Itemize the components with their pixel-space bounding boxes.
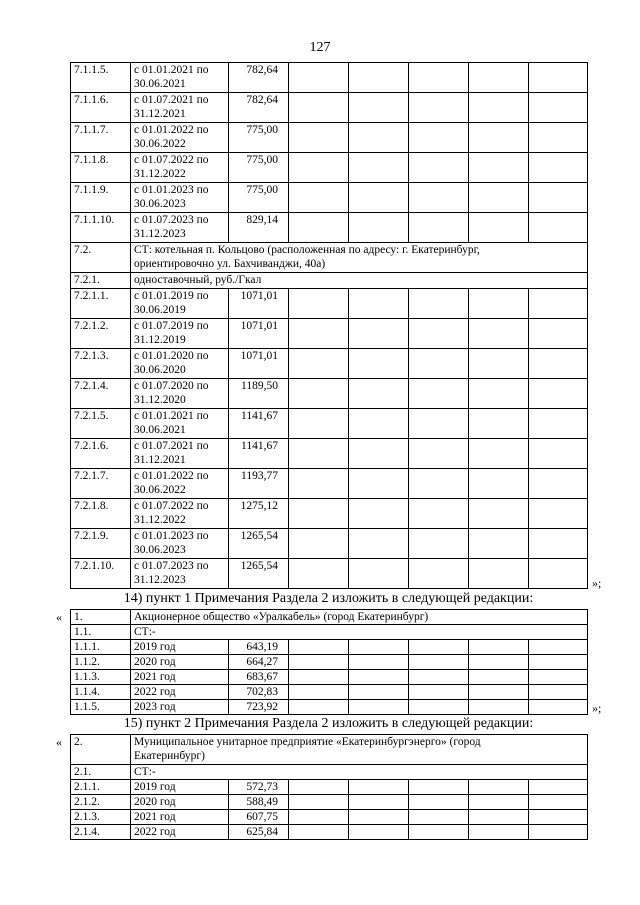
row-section-title: Акционерное общество «Уралкабель» (город Екатеринбург) xyxy=(131,610,588,625)
table-row xyxy=(71,685,588,700)
row-period: 2021 год xyxy=(131,810,229,825)
row-value: 572,73 xyxy=(229,780,289,795)
table-row xyxy=(71,625,588,640)
row-code: 2.1.3. xyxy=(71,810,131,825)
row-code: 7.1.1.7. xyxy=(71,123,131,153)
row-code: 7.2.1. xyxy=(71,273,131,289)
row-period: 2020 год xyxy=(131,795,229,810)
row-section-title: СТ:- xyxy=(131,625,588,640)
row-period: с 01.01.2021 по 30.06.2021 xyxy=(131,409,229,439)
uralkabel-tariff-table xyxy=(70,609,588,715)
row-value: 1193,77 xyxy=(229,469,289,499)
row-code: 7.2.1.8. xyxy=(71,499,131,529)
opening-quote-mark: « xyxy=(56,735,62,749)
row-period: с 01.07.2021 по 31.12.2021 xyxy=(131,439,229,469)
row-value: 664,27 xyxy=(229,655,289,670)
row-period: с 01.01.2020 по 30.06.2020 xyxy=(131,349,229,379)
row-code: 7.1.1.10. xyxy=(71,213,131,243)
row-code: 7.2. xyxy=(71,243,131,273)
row-period: с 01.01.2023 по 30.06.2023 xyxy=(131,183,229,213)
table-row xyxy=(71,289,588,319)
table-row xyxy=(71,273,588,289)
table-row xyxy=(71,670,588,685)
row-code: 7.2.1.3. xyxy=(71,349,131,379)
table-row xyxy=(71,655,588,670)
row-code: 7.2.1.6. xyxy=(71,439,131,469)
row-code: 1.1. xyxy=(71,625,131,640)
row-value: 1265,54 xyxy=(229,559,289,589)
row-value: 1141,67 xyxy=(229,439,289,469)
row-value: 775,00 xyxy=(229,153,289,183)
row-value: 829,14 xyxy=(229,213,289,243)
row-period: с 01.07.2022 по 31.12.2022 xyxy=(131,153,229,183)
table-row xyxy=(71,640,588,655)
opening-quote-mark: « xyxy=(56,610,62,624)
table-row xyxy=(71,469,588,499)
row-period: с 01.07.2023 по 31.12.2023 xyxy=(131,559,229,589)
row-period: 2022 год xyxy=(131,825,229,840)
row-code: 7.1.1.5. xyxy=(71,63,131,93)
row-period: 2019 год xyxy=(131,640,229,655)
table-row xyxy=(71,93,588,123)
row-code: 1.1.1. xyxy=(71,640,131,655)
row-section-title: одноставочный, руб./Гкал xyxy=(131,273,588,289)
row-code: 7.2.1.4. xyxy=(71,379,131,409)
row-code: 2. xyxy=(71,735,131,765)
closing-quote-mark: »; xyxy=(592,576,602,590)
table-row xyxy=(71,559,588,589)
row-code: 7.2.1.5. xyxy=(71,409,131,439)
table-row xyxy=(71,499,588,529)
ekaterinburgenergo-tariff-table xyxy=(70,734,588,840)
row-value: 782,64 xyxy=(229,93,289,123)
table-row xyxy=(71,765,588,780)
row-code: 7.1.1.9. xyxy=(71,183,131,213)
row-value: 702,83 xyxy=(229,685,289,700)
row-period: 2023 год xyxy=(131,700,229,715)
row-value: 723,92 xyxy=(229,700,289,715)
table-row xyxy=(71,529,588,559)
row-value: 607,75 xyxy=(229,810,289,825)
row-period: с 01.01.2022 по 30.06.2022 xyxy=(131,469,229,499)
table-row xyxy=(71,319,588,349)
row-code: 7.2.1.7. xyxy=(71,469,131,499)
row-code: 2.1.2. xyxy=(71,795,131,810)
row-value: 1265,54 xyxy=(229,529,289,559)
row-code: 7.2.1.1. xyxy=(71,289,131,319)
row-period: с 01.01.2023 по 30.06.2023 xyxy=(131,529,229,559)
table-row xyxy=(71,409,588,439)
row-value: 1071,01 xyxy=(229,289,289,319)
row-period: 2019 год xyxy=(131,780,229,795)
row-period: с 01.07.2021 по 31.12.2021 xyxy=(131,93,229,123)
row-code: 7.2.1.9. xyxy=(71,529,131,559)
row-period: с 01.07.2019 по 31.12.2019 xyxy=(131,319,229,349)
row-code: 1.1.5. xyxy=(71,700,131,715)
row-section-title: СТ: котельная п. Кольцово (расположенная по адресу: г. Екатеринбург, ориентировочно ул. Бахчиванджи, 40а) xyxy=(131,243,588,273)
table-row xyxy=(71,735,588,765)
table-row xyxy=(71,123,588,153)
row-period: с 01.07.2022 по 31.12.2022 xyxy=(131,499,229,529)
table-row xyxy=(71,63,588,93)
closing-quote-mark: »; xyxy=(592,701,602,715)
row-code: 1.1.4. xyxy=(71,685,131,700)
row-section-title: СТ:- xyxy=(131,765,588,780)
row-code: 7.2.1.10. xyxy=(71,559,131,589)
row-value: 588,49 xyxy=(229,795,289,810)
table-row xyxy=(71,700,588,715)
table-row xyxy=(71,213,588,243)
row-period: 2020 год xyxy=(131,655,229,670)
table-row xyxy=(71,379,588,409)
table-row xyxy=(71,825,588,840)
row-value: 1275,12 xyxy=(229,499,289,529)
row-period: с 01.01.2021 по 30.06.2021 xyxy=(131,63,229,93)
row-period: с 01.07.2020 по 31.12.2020 xyxy=(131,379,229,409)
row-code: 1.1.3. xyxy=(71,670,131,685)
row-code: 1. xyxy=(71,610,131,625)
table-row xyxy=(71,780,588,795)
row-value: 1071,01 xyxy=(229,349,289,379)
row-value: 683,67 xyxy=(229,670,289,685)
page-number: 127 xyxy=(309,40,331,55)
table-row xyxy=(71,153,588,183)
row-period: с 01.01.2019 по 30.06.2019 xyxy=(131,289,229,319)
row-code: 2.1.1. xyxy=(71,780,131,795)
tariff-table-continued xyxy=(70,62,588,589)
row-code: 1.1.2. xyxy=(71,655,131,670)
row-value: 775,00 xyxy=(229,183,289,213)
row-code: 7.1.1.8. xyxy=(71,153,131,183)
row-value: 1141,67 xyxy=(229,409,289,439)
table-row xyxy=(71,439,588,469)
row-period: с 01.01.2022 по 30.06.2022 xyxy=(131,123,229,153)
row-value: 1189,50 xyxy=(229,379,289,409)
row-value: 643,19 xyxy=(229,640,289,655)
row-value: 775,00 xyxy=(229,123,289,153)
row-period: с 01.07.2023 по 31.12.2023 xyxy=(131,213,229,243)
table-row xyxy=(71,810,588,825)
row-code: 7.2.1.2. xyxy=(71,319,131,349)
row-value: 625,84 xyxy=(229,825,289,840)
section-14-heading: 14) пункт 1 Примечания Раздела 2 изложить в следующей редакции: xyxy=(123,591,534,606)
row-code: 7.1.1.6. xyxy=(71,93,131,123)
row-value: 1071,01 xyxy=(229,319,289,349)
table-row xyxy=(71,610,588,625)
table-row xyxy=(71,349,588,379)
row-section-title: Муниципальное унитарное предприятие «Екатеринбургэнерго» (город Екатеринбург) xyxy=(131,735,588,765)
row-period: 2021 год xyxy=(131,670,229,685)
row-period: 2022 год xyxy=(131,685,229,700)
row-code: 2.1.4. xyxy=(71,825,131,840)
section-15-heading: 15) пункт 2 Примечания Раздела 2 изложить в следующей редакции: xyxy=(123,716,534,731)
table-row xyxy=(71,183,588,213)
table-row xyxy=(71,243,588,273)
row-value: 782,64 xyxy=(229,63,289,93)
row-code: 2.1. xyxy=(71,765,131,780)
table-row xyxy=(71,795,588,810)
